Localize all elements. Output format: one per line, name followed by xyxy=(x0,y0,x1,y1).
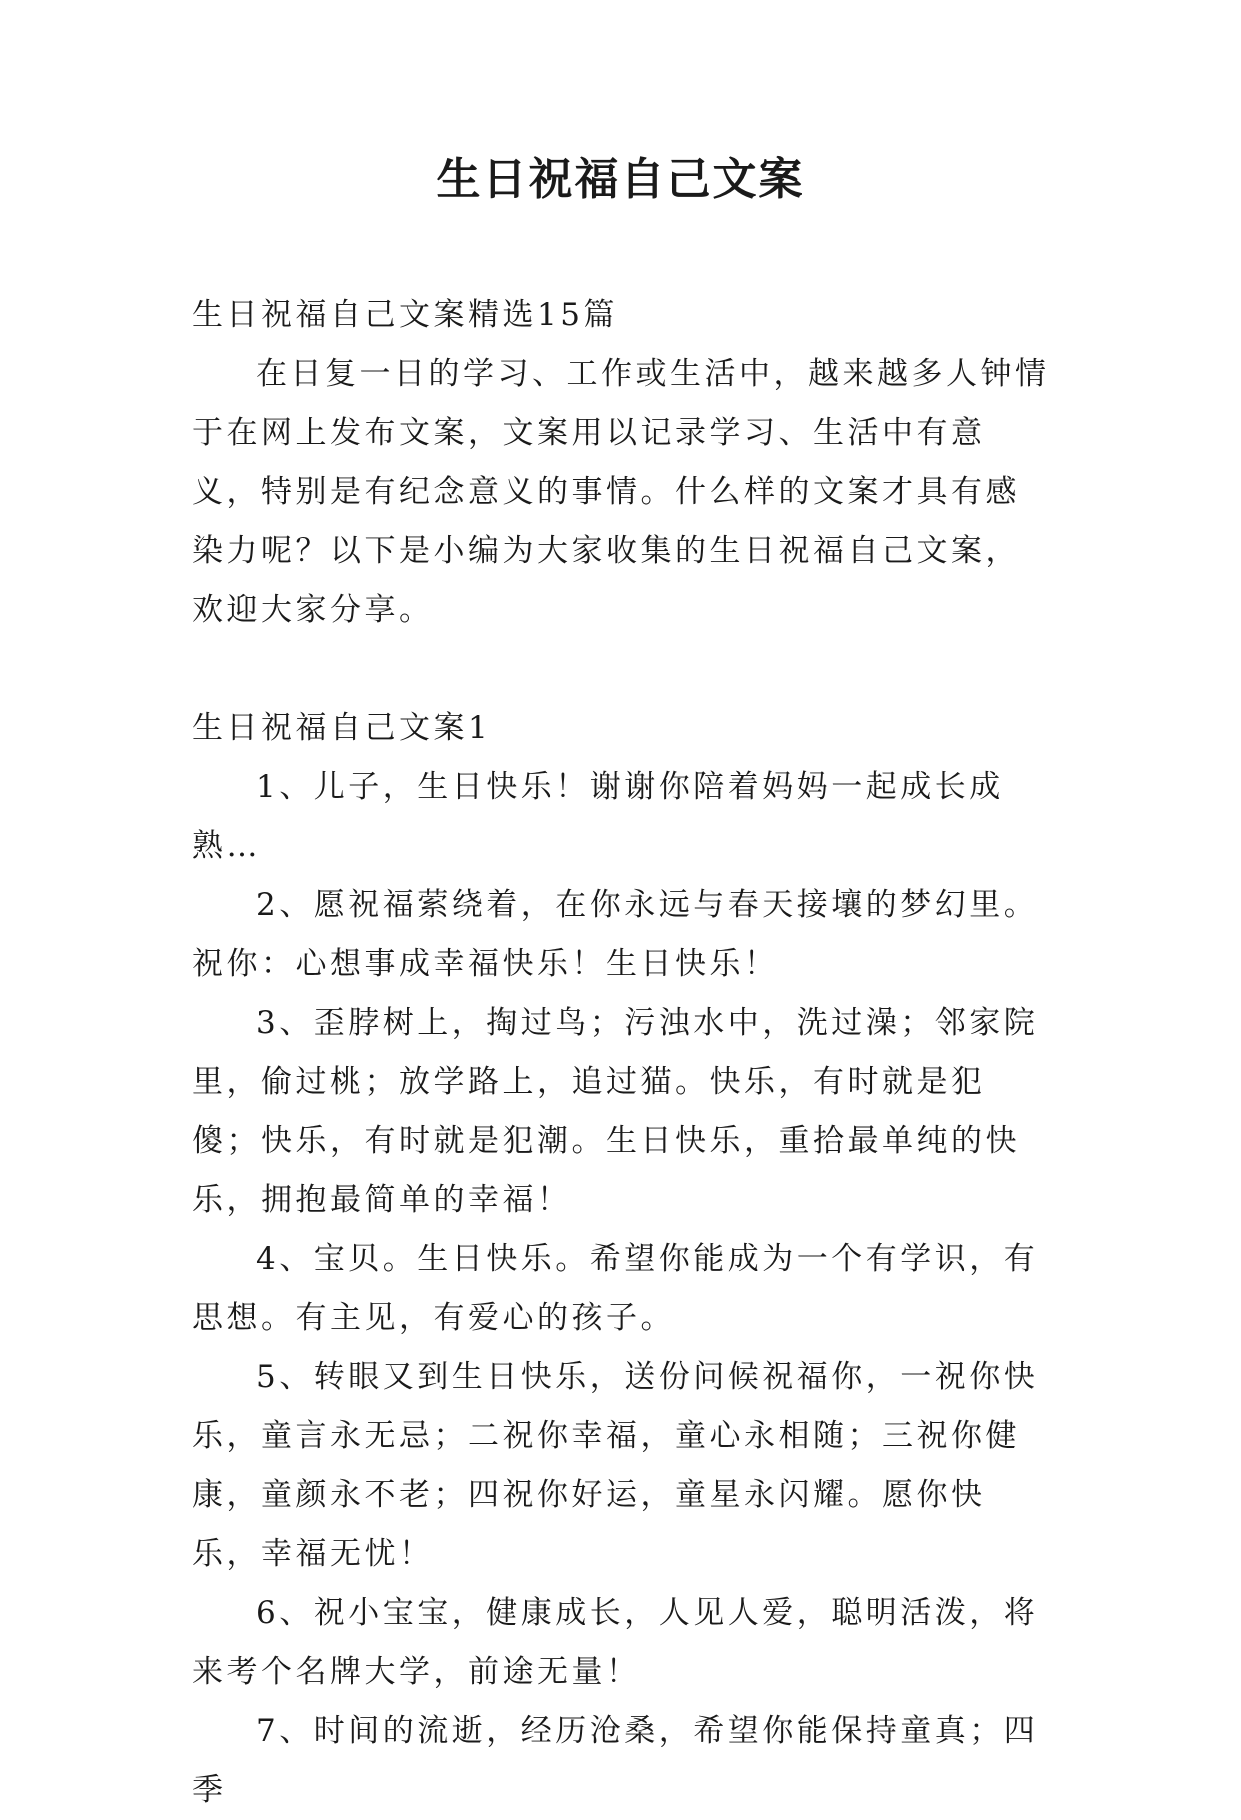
list-item: 7、时间的流逝，经历沧桑，希望你能保持童真；四季 xyxy=(192,1713,1039,1808)
document-title: 生日祝福自己文案 xyxy=(436,154,805,205)
intro-paragraph: 在日复一日的学习、工作或生活中，越来越多人钟情于在网上发布文案，文案用以记录学习、生活中有意义，特别是有纪念意义的事情。什么样的文案才具有感染力呢？以下是小编为大家收集的生日祝福自己文案，欢迎大家分享。 xyxy=(192,356,1050,628)
list-item: 2、愿祝福萦绕着，在你永远与春天接壤的梦幻里。祝你：心想事成幸福快乐！生日快乐！ xyxy=(192,887,1039,982)
list-item: 4、宝贝。生日快乐。希望你能成为一个有学识，有思想。有主见，有爱心的孩子。 xyxy=(192,1241,1039,1336)
document-body xyxy=(192,286,1052,1820)
document-subtitle: 生日祝福自己文案精选15篇 xyxy=(192,297,618,333)
list-item: 3、歪脖树上，掏过鸟；污浊水中，洗过澡；邻家院里，偷过桃；放学路上，追过猫。快乐，有时就是犯傻；快乐，有时就是犯潮。生日快乐，重拾最单纯的快乐，拥抱最简单的幸福！ xyxy=(192,1005,1039,1218)
paragraph-spacer xyxy=(192,640,1052,699)
list-item: 5、转眼又到生日快乐，送份问候祝福你，一祝你快乐，童言永无忌；二祝你幸福，童心永相随；三祝你健康，童颜永不老；四祝你好运，童星永闪耀。愿你快乐，幸福无忧！ xyxy=(192,1359,1039,1572)
section-heading: 生日祝福自己文案1 xyxy=(192,710,492,746)
list-item: 1、儿子，生日快乐！谢谢你陪着妈妈一起成长成熟… xyxy=(192,769,1004,864)
list-item: 6、祝小宝宝，健康成长，人见人爱，聪明活泼，将来考个名牌大学，前途无量！ xyxy=(192,1595,1039,1690)
